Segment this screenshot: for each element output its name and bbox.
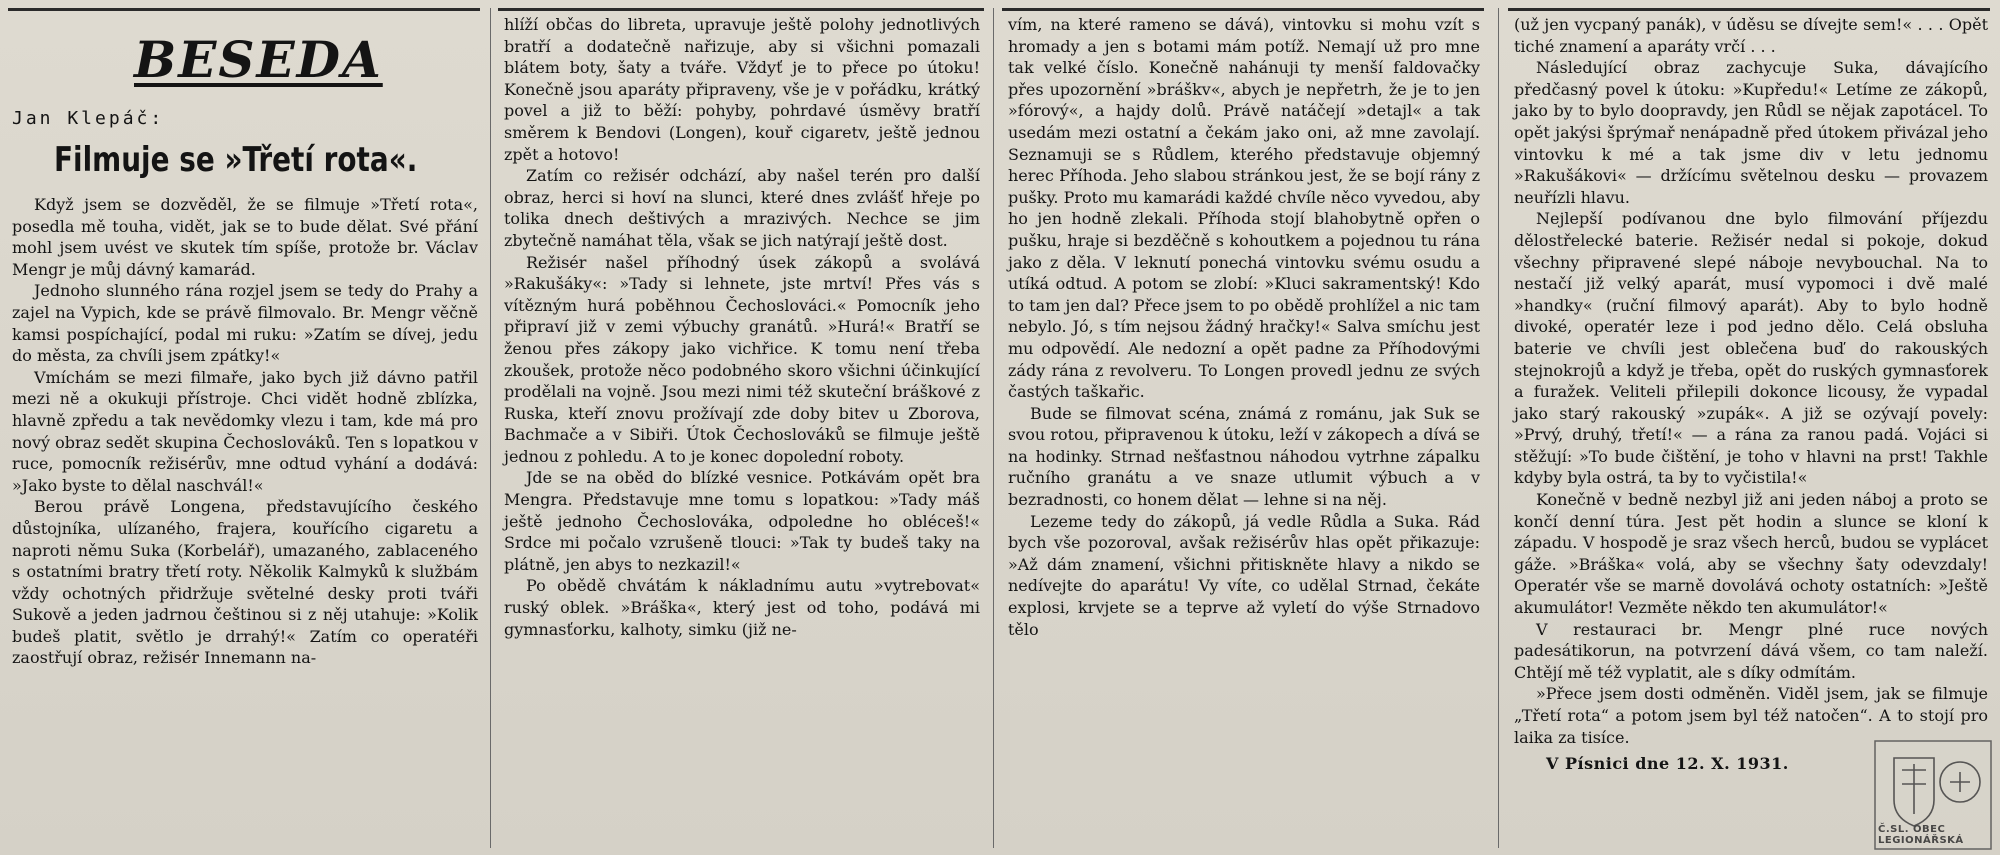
paragraph: V restauraci br. Mengr plné ruce nových padesátikorun, na potvrzení dává všem, co tam naleží. Chtějí mě též vyplatit, ale s díky odmítám. — [1514, 619, 1988, 682]
paragraph: Následující obraz zachycuje Suka, dávajícího předčasný povel k útoku: »Kupředu!« Letíme ze zákopů, jako by to bylo doopravdy, jen Růdl se nějak zapotácel. To opět jakýsi šprýmař nenápadně před útokem přivázal jeho vintovku k mé a tak jsme div v letu jednomu »Rakušákovi« — držícímu světelnou desku — provazem neuřízli hlavu. — [1514, 58, 1988, 207]
article-column-1 — [4, 10, 484, 845]
paragraph: vím, na které rameno se dává), vintovku si mohu vzít s hromady a jen s botami mám potíž. Nemají už pro mne tak velké číslo. Konečně nahánuji ty menší faldovačky přes upozornění »bráškv«, abych je nepřetrh, že je to jen »fórový«, a hajdy dolů. Právě natáčejí »detajl« a tak usedám mezi ostatní a čekám jako oni, až mne zavolají. Seznamuji se s Růdlem, kterého představuje objemný herec Příhoda. Jeho slabou stránkou jest, že se bojí rány z pušky. Proto mu kamarádi každé chvíle něco vyvedou, aby ho jen hodně zlekali. Příhoda stojí blahobytně opřen o pušku, hraje si bezděčně s kohoutkem a pojednou tu rána jako z děla. V leknutí ponechá vintovku svému osudu a utíká odtud. A potom se zlobí: »Kluci sakramentský! Kdo to tam jen dal? Přece jsem to po obědě prohlížel a nic tam nebylo. Jó, s tím nejsou žádný hračky!« Salva smíchu jest mu odpovědí. Ale nedozní a opět padne za Příhodovými zády rána z revolveru. To Longen provedl jednu ze svých častých taškařic. — [1008, 15, 1480, 402]
column-divider — [490, 8, 491, 848]
paragraph: Jednoho slunného rána rozjel jsem se tedy do Prahy a zajel na Vypich, kde se právě filmovalo. Br. Mengr věčně kamsi pospíchající, podal mi ruku: »Zatím se dívej, jedu do města, za chvíli jsem zpátky!« — [12, 281, 478, 366]
paragraph: Nejlepší podívanou dne bylo filmování příjezdu dělostřelecké baterie. Režisér nedal si pokoje, dokud všechny připravené slepé náboje nevybouchal. Na to nestačí již velký aparát, musí vypomoci i dvě malé »handky« (ruční filmový aparát). Aby to bylo hodně divoké, operatér leze i pod jedno dělo. Celá obsluha baterie ve chvíli jest oblečena buď do rakouských stejnokrojů a když je třeba, opět do ruských gymnasťorek a furažek. Veliteli přilepili dokonce licousy, že vypadal jako starý rakouský »zupák«. A již se ozývají povely: »Prvý, druhý, třetí!« — a rána za ranou padá. Vojáci si stěžují: »To bude čištění, je toho v hlavni na prst! Takhle kdyby byla ostrá, ta by to vyčistila!« — [1514, 209, 1988, 488]
article-signature: V Písnici dne 12. X. 1931. — [1546, 754, 1789, 774]
stamp-text: Č.SL. OBEC LEGIONÁŘSKÁ — [1878, 824, 1964, 846]
paragraph: Jde se na oběd do blízké vesnice. Potkávám opět bra Mengra. Představuje mne tomu s lopatkou: »Tady máš ještě jednoho Čechoslováka, odpoledne ho obléceš!« Srdce mi počalo vzrušeně tlouci: »Tak ty budeš taky na plátně, jen abys to nezkazil!« — [504, 468, 980, 574]
author-byline: Jan Klepáč: — [12, 108, 165, 129]
paragraph: Režisér našel příhodný úsek zákopů a svolává »Rakušáky«: »Tady si lehnete, jste mrtví! Přes vás s vítězným hurá poběhnou Čechoslováci.« Pomocník jeho připraví již v zemi výbuchy granátů. »Hurá!« Bratří se ženou přes zákopy jako vichřice. K tomu není třeba zkoušek, protože něco podobného skoro všichni účinkující prodělali na vojně. Jsou mezi nimi též skuteční bráškové z Ruska, kteří znovu prožívají zde doby bitev u Zborova, Bachmače a v Sibiři. Útok Čechoslováků se filmuje ještě jednou z pohledu. A to je konec dopolední roboty. — [504, 252, 980, 466]
paragraph: (už jen vycpaný panák), v úděsu se dívejte sem!« . . . Opět tiché znamení a aparáty vrčí . . . — [1514, 15, 1988, 56]
paragraph: Po obědě chvátám k nákladnímu autu »vytrebovat« ruský oblek. »Bráška«, který jest od toho, podává mi gymnasťorku, kalhoty, simku (již ne- — [504, 576, 980, 639]
paragraph: hlíží občas do libreta, upravuje ještě polohy jednotlivých bratří a dodatečně nařizuje, aby si všichni pomazali blátem boty, šaty a tváře. Vždyť je to přece po útoku! Konečně jsou aparáty připraveny, vše je v pořádku, krátký povel a již to běží: pohyby, pohrdavé úsměvy bratří směrem k Bendovi (Longen), kouř cigaretv, ještě jednou zpět a hotovo! — [504, 15, 980, 164]
column-body — [1506, 10, 1994, 748]
article-column-2 — [496, 10, 986, 845]
column-body — [4, 194, 484, 669]
paragraph: »Přece jsem dosti odměněn. Viděl jsem, jak se filmuje „Třetí rota“ a potom jsem byl též natočen“. A to stojí pro laika za tisíce. — [1514, 684, 1988, 747]
column-body — [1000, 10, 1486, 640]
paragraph: Zatím co režisér odchází, aby našel terén pro další obraz, herci si hoví na slunci, které dnes zvlášť hřeje po tolika dnech deštivých a mrazivých. Nechce se jim zbytečně namáhat těla, však se jich natýrají ještě dost. — [504, 166, 980, 250]
article-column-3 — [1000, 10, 1486, 845]
paragraph: Konečně v bedně nezbyl již ani jeden náboj a proto se končí denní túra. Jest pět hodin a slunce se kloní k západu. V hospodě je sraz všech herců, budou se vyplácet gáže. »Bráška« volá, aby se všechny šaty odevzdaly! Operatér vše se marně dovolává ochoty ostatních: »Ještě akumulátor! Vezměte někdo ten akumulátor!« — [1514, 490, 1988, 618]
paragraph: Bude se filmovat scéna, známá z románu, jak Suk se svou rotou, připravenou k útoku, leží v zákopech a dívá se na hodinky. Strnad nešťastnou náhodou vytrhne zápalku ručního granátu a ve snaze utlumit výbuch a v bezradnosti, co honem dělat — lehne si na něj. — [1008, 403, 1480, 510]
column-divider — [993, 8, 994, 848]
article-column-4 — [1506, 10, 1994, 845]
paragraph: Vmíchám se mezi filmaře, jako bych již dávno patřil mezi ně a okukuji přístroje. Chci vidět hodně zblízka, hlavně zpředu a tak nevědomky vlezu i tam, kde má pro nový obraz sedět skupina Čechoslováků. Ten s lopatkou v ruce, pomocník režisérův, mne odtud vyhání a dodává: »Jako byste to dělal naschvál!« — [12, 367, 478, 495]
column-body — [496, 10, 986, 640]
column-divider — [1498, 8, 1499, 848]
paragraph: Berou právě Longena, představujícího českého důstojníka, ulízaného, frajera, kouřícího cigaretu a naproti němu Suka (Korbelář), umazaného, zablaceného s ostatními bratry třetí roty. Několik Kalmyků k službám vždy ochotných přidržuje světelné desky proti tváři Sukově a jeden jadrnou češtinou si z něj utahuje: »Kolik budeš platit, světlo je drrahý!« Zatím co operatéři zaostřují obraz, režisér Innemann na- — [12, 497, 478, 668]
paragraph: Lezeme tedy do zákopů, já vedle Růdla a Suka. Rád bych vše pozoroval, avšak režisérův hlas opět přikazuje: »Až dám znamení, všichni přitiskněte hlavy a nikdo se nedívejte do aparátu! Vy víte, co udělal Strnad, čekáte explosi, krvjete se a teprve až vyletí do výše Strnadovo tělo — [1008, 511, 1480, 639]
section-title: BESEDA — [134, 30, 383, 89]
archive-stamp-logo — [1874, 740, 1992, 850]
article-headline: Filmuje se »Třetí rota«. — [54, 140, 418, 180]
paragraph: Když jsem se dozvěděl, že se filmuje »Třetí rota«, posedla mě touha, vidět, jak se to bude dělat. Své přání mohl jsem uvést ve skutek tím spíše, protože br. Václav Mengr je můj dávný kamarád. — [12, 195, 478, 279]
